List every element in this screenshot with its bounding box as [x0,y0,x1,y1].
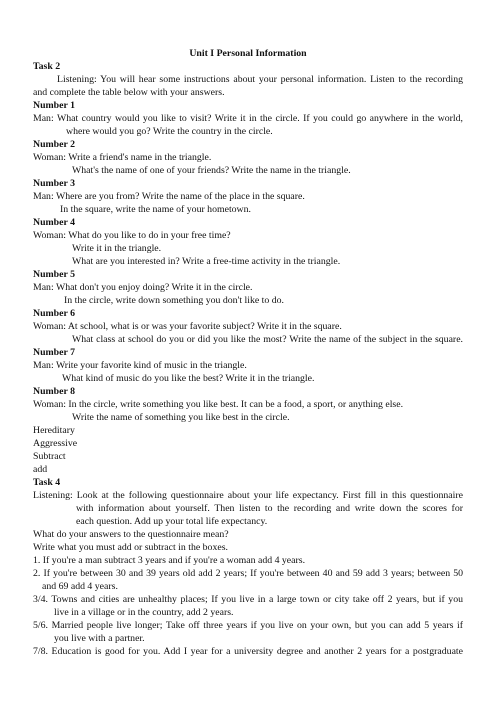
paragraph-line: Write the name of something you like best in the circle. [72,412,290,423]
page-title: Unit I Personal Information [189,48,307,59]
paragraph-line: where would you go? Write the country in the circle. [66,126,273,137]
paragraph-line: What's the name of one of your friends? Write the name in the triangle. [72,165,351,176]
vocab-word: Hereditary [33,425,75,436]
number-heading: Number 4 [33,217,76,228]
paragraph-line: What do your answers to the questionnaire mean? [33,529,229,540]
number-heading: Number 3 [33,178,76,189]
paragraph-line: with information about yourself. Then listen to the recording and write down the scores for [76,503,463,514]
paragraph-line: Woman: Write a friend's name in the triangle. [33,152,212,163]
task4-heading: Task 4 [33,477,61,488]
list-item: 3/4. Towns and cities are unhealthy places; If you live in a large town or city take off 2 years, but if you [33,594,463,605]
paragraph-line: What kind of music do you like the best? Write it in the triangle. [62,373,315,384]
number-heading: Number 7 [33,347,76,358]
paragraph-line: Man: What country would you like to visit? Write it in the circle. If you could go anywhere in the world, [33,113,463,124]
paragraph-line: In the square, write the name of your hometown. [60,204,251,215]
paragraph-line: Man: What don't you enjoy doing? Write it in the circle. [33,282,253,293]
number-heading: Number 6 [33,308,76,319]
list-item-cont: and 69 add 4 years. [42,581,118,592]
paragraph-line: In the circle, write down something you don't like to do. [64,295,284,306]
paragraph-line: Woman: At school, what is or was your favorite subject? Write it in the square. [33,321,342,332]
list-item: 2. If you're between 30 and 39 years old add 2 years; If you're between 40 and 59 add 3 years; between 50 [33,568,463,579]
paragraph-line: each question. Add up your total life expectancy. [76,516,268,527]
task2-intro-cont: and complete the table below with your answers. [33,87,225,98]
list-item-cont: live in a village or in the country, add 2 years. [54,607,234,618]
number-heading: Number 8 [33,386,76,397]
number-heading: Number 1 [33,100,76,111]
task2-intro: Listening: You will hear some instructions about your personal information. Listen to the recording [57,74,463,85]
list-item-cont: you live with a partner. [54,633,145,644]
paragraph-line: Woman: In the circle, write something you like best. It can be a food, a sport, or anything else. [33,399,404,410]
vocab-word: Subtract [33,451,66,462]
number-heading: Number 5 [33,269,76,280]
list-item: 7/8. Education is good for you. Add I year for a university degree and another 2 years for a postgraduate [33,646,463,657]
list-item: 1. If you're a man subtract 3 years and if you're a woman add 4 years. [33,555,306,566]
paragraph-line: Write it in the triangle. [72,243,162,254]
paragraph-line: What class at school do you or did you like the most? Write the name of the subject in the square. [72,334,463,345]
list-item: 5/6. Married people live longer; Take off three years if you live on your own, but you can add 5 years if [33,620,463,631]
number-heading: Number 2 [33,139,76,150]
paragraph-line: Write what you must add or subtract in the boxes. [33,542,228,553]
paragraph-line: Man: Write your favorite kind of music in the triangle. [33,360,247,371]
paragraph-line: Man: Where are you from? Write the name of the place in the square. [33,191,305,202]
paragraph-line: Woman: What do you like to do in your free time? [33,230,231,241]
paragraph-line: Listening: Look at the following questionnaire about your life expectancy. First fill in this questionnaire [33,490,463,501]
task2-heading: Task 2 [33,61,61,72]
vocab-word: Aggressive [33,438,78,449]
paragraph-line: What are you interested in? Write a free-time activity in the triangle. [72,256,341,267]
vocab-word: add [33,464,48,475]
